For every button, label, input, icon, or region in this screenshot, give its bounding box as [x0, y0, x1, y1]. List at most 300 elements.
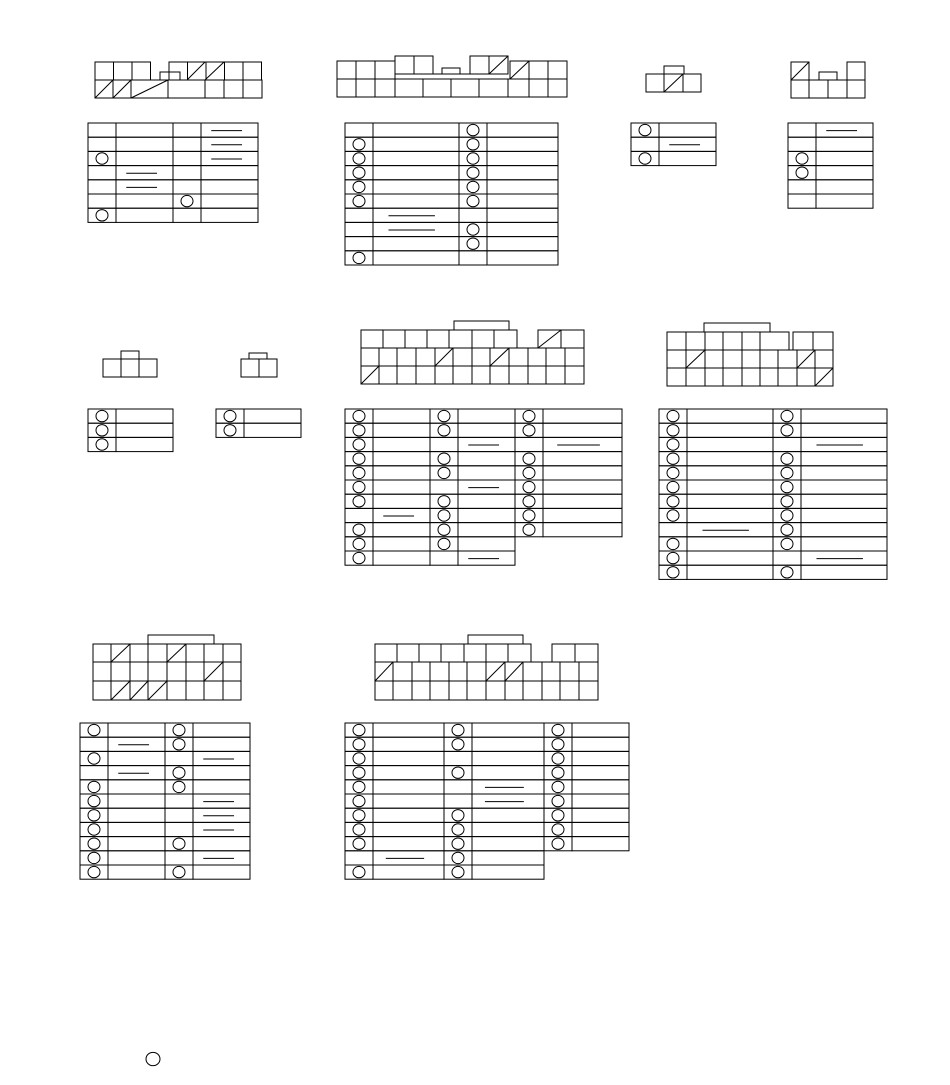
table-cell	[373, 737, 444, 751]
table-cell	[788, 151, 816, 165]
table-cell	[116, 123, 173, 137]
table-cell	[487, 222, 558, 236]
circle-icon	[467, 238, 479, 249]
table-cell	[108, 822, 165, 836]
table-cell	[373, 865, 444, 879]
table-cell	[373, 822, 444, 836]
table-cell	[459, 137, 487, 151]
table-cell	[788, 123, 816, 137]
table-cell	[458, 494, 515, 508]
table-cell	[430, 551, 458, 565]
latch	[249, 353, 267, 359]
circle-icon	[467, 167, 479, 178]
table-cell	[472, 808, 544, 822]
table-cell	[345, 409, 373, 423]
table-cell	[544, 794, 572, 808]
table-cell	[345, 222, 373, 236]
table-cell	[373, 208, 459, 222]
cell	[95, 62, 114, 80]
table-cell	[165, 723, 193, 737]
table-cell	[572, 794, 629, 808]
connector-face-c6	[241, 353, 277, 377]
circle-icon	[353, 139, 365, 150]
circle-icon	[353, 552, 365, 563]
table-cell	[773, 466, 801, 480]
table-cell	[572, 780, 629, 794]
circle-icon	[353, 496, 365, 507]
table-cell	[543, 523, 622, 537]
table-cell	[373, 409, 430, 423]
connector-face-c1	[95, 62, 262, 98]
table-cell	[373, 751, 444, 765]
table-cell	[801, 480, 887, 494]
table-cell	[244, 423, 301, 437]
table-cell	[444, 780, 472, 794]
table-cell	[373, 551, 430, 565]
circle-icon	[452, 824, 464, 835]
table-cell	[459, 166, 487, 180]
table-cell	[773, 480, 801, 494]
table-cell	[773, 494, 801, 508]
table-cell	[631, 123, 659, 137]
pin-table-c10	[345, 723, 629, 879]
table-cell	[788, 180, 816, 194]
table-cell	[345, 822, 373, 836]
table-cell	[458, 452, 515, 466]
table-cell	[345, 151, 373, 165]
table-cell	[773, 565, 801, 579]
table-cell	[345, 423, 373, 437]
table-cell	[687, 508, 773, 522]
table-cell	[544, 780, 572, 794]
table-cell	[801, 523, 887, 537]
circle-icon	[667, 410, 679, 421]
circle-icon	[467, 124, 479, 135]
table-cell	[173, 194, 201, 208]
diagonal-mark	[111, 644, 130, 662]
table-cell	[773, 437, 801, 451]
table-cell	[801, 494, 887, 508]
circle-icon	[88, 724, 100, 735]
pin-table-c9	[80, 723, 250, 879]
table-cell	[345, 237, 373, 251]
circle-icon	[552, 838, 564, 849]
table-cell	[80, 822, 108, 836]
table-cell	[487, 237, 558, 251]
table-cell	[659, 508, 687, 522]
table-cell	[345, 523, 373, 537]
table-cell	[345, 180, 373, 194]
circle-icon	[353, 781, 365, 792]
circle-icon	[353, 425, 365, 436]
table-cell	[373, 723, 444, 737]
table-cell	[373, 794, 444, 808]
circle-icon	[523, 410, 535, 421]
circle-icon	[353, 824, 365, 835]
table-cell	[487, 208, 558, 222]
table-cell	[165, 865, 193, 879]
table-cell	[373, 766, 444, 780]
table-cell	[773, 423, 801, 437]
circle-icon	[353, 524, 365, 535]
circle-icon	[438, 467, 450, 478]
table-cell	[515, 480, 543, 494]
circle-icon	[96, 410, 108, 421]
circle-icon	[781, 467, 793, 478]
table-cell	[88, 409, 116, 423]
table-cell	[572, 766, 629, 780]
table-cell	[173, 137, 201, 151]
table-cell	[373, 837, 444, 851]
diagonal-mark	[486, 662, 505, 681]
table-cell	[687, 452, 773, 466]
table-cell	[444, 837, 472, 851]
table-cell	[193, 766, 250, 780]
pin-table-c6	[216, 409, 301, 437]
circle-icon	[796, 167, 808, 178]
table-cell	[572, 837, 629, 851]
circle-icon	[639, 124, 651, 135]
table-cell	[444, 865, 472, 879]
table-cell	[108, 851, 165, 865]
circle-icon	[667, 467, 679, 478]
table-cell	[816, 166, 873, 180]
table-cell	[373, 180, 459, 194]
diagonal-mark	[113, 80, 131, 98]
table-cell	[687, 409, 773, 423]
table-cell	[345, 766, 373, 780]
table-cell	[515, 452, 543, 466]
diagonal-mark	[111, 681, 130, 700]
table-cell	[515, 508, 543, 522]
table-cell	[173, 151, 201, 165]
diagonal-mark	[815, 368, 833, 386]
circle-icon	[552, 767, 564, 778]
table-cell	[88, 194, 116, 208]
table-cell	[773, 409, 801, 423]
diagonal-mark	[664, 74, 683, 92]
circle-icon	[452, 724, 464, 735]
circle-icon	[353, 739, 365, 750]
table-cell	[165, 851, 193, 865]
circle-icon	[353, 153, 365, 164]
circle-icon	[452, 810, 464, 821]
circle-icon	[667, 481, 679, 492]
latch	[468, 635, 523, 644]
table-cell	[444, 723, 472, 737]
circle-icon	[523, 510, 535, 521]
table-cell	[444, 822, 472, 836]
table-cell	[487, 123, 558, 137]
table-cell	[472, 751, 544, 765]
circle-icon	[667, 538, 679, 549]
diagonal-mark	[510, 61, 529, 79]
table-cell	[193, 780, 250, 794]
circle-icon	[523, 467, 535, 478]
circle-icon	[523, 524, 535, 535]
table-cell	[801, 537, 887, 551]
table-cell	[108, 723, 165, 737]
circle-icon	[467, 139, 479, 150]
circle-icon	[438, 425, 450, 436]
latch	[148, 635, 214, 644]
table-cell	[345, 865, 373, 879]
table-cell	[515, 494, 543, 508]
table-cell	[459, 237, 487, 251]
table-cell	[659, 423, 687, 437]
table-cell	[572, 808, 629, 822]
latch	[160, 72, 180, 80]
table-cell	[687, 523, 773, 537]
table-cell	[345, 737, 373, 751]
table-cell	[373, 251, 459, 265]
circle-icon	[552, 753, 564, 764]
table-cell	[201, 180, 258, 194]
table-cell	[373, 523, 430, 537]
table-cell	[373, 466, 430, 480]
table-cell	[543, 423, 622, 437]
table-cell	[88, 437, 116, 451]
circle-icon	[523, 496, 535, 507]
table-cell	[515, 523, 543, 537]
table-cell	[108, 865, 165, 879]
circle-icon	[353, 753, 365, 764]
table-cell	[345, 723, 373, 737]
table-cell	[173, 208, 201, 222]
table-cell	[444, 766, 472, 780]
table-cell	[80, 737, 108, 751]
table-cell	[444, 808, 472, 822]
circle-icon	[181, 195, 193, 206]
table-cell	[201, 166, 258, 180]
table-cell	[687, 551, 773, 565]
circle-icon	[88, 866, 100, 877]
table-cell	[165, 822, 193, 836]
table-cell	[108, 794, 165, 808]
table-cell	[88, 166, 116, 180]
table-cell	[659, 437, 687, 451]
circle-icon	[88, 795, 100, 806]
circle-icon	[96, 210, 108, 221]
connector-face-c9	[93, 635, 241, 700]
table-cell	[345, 137, 373, 151]
table-cell	[472, 766, 544, 780]
table-cell	[788, 194, 816, 208]
circle-icon	[88, 824, 100, 835]
table-cell	[459, 222, 487, 236]
circle-icon	[96, 439, 108, 450]
pin-table-c2	[345, 123, 558, 265]
circle-icon	[173, 866, 185, 877]
table-cell	[543, 480, 622, 494]
table-cell	[659, 137, 716, 151]
table-cell	[572, 737, 629, 751]
table-cell	[659, 409, 687, 423]
table-cell	[572, 751, 629, 765]
table-cell	[430, 452, 458, 466]
table-cell	[458, 523, 515, 537]
cell	[95, 80, 262, 98]
circle-icon	[552, 739, 564, 750]
table-cell	[165, 808, 193, 822]
circle-icon	[667, 567, 679, 578]
circle-icon	[438, 510, 450, 521]
table-cell	[659, 551, 687, 565]
table-cell	[80, 865, 108, 879]
connector-face-c4	[791, 62, 865, 98]
table-cell	[459, 208, 487, 222]
table-cell	[801, 508, 887, 522]
table-cell	[659, 123, 716, 137]
table-cell	[544, 822, 572, 836]
table-cell	[631, 151, 659, 165]
table-cell	[216, 409, 244, 423]
table-cell	[687, 494, 773, 508]
table-cell	[345, 494, 373, 508]
table-cell	[430, 409, 458, 423]
circle-icon	[88, 753, 100, 764]
table-cell	[345, 251, 373, 265]
table-cell	[788, 166, 816, 180]
cell	[132, 62, 151, 80]
table-cell	[544, 766, 572, 780]
table-cell	[659, 452, 687, 466]
table-cell	[687, 466, 773, 480]
table-cell	[487, 166, 558, 180]
table-cell	[345, 437, 373, 451]
table-cell	[345, 123, 373, 137]
circle-icon	[353, 252, 365, 263]
table-cell	[80, 766, 108, 780]
cell	[337, 79, 567, 97]
circle-icon	[438, 524, 450, 535]
table-cell	[458, 409, 515, 423]
circle-icon	[467, 153, 479, 164]
circle-icon	[667, 439, 679, 450]
table-cell	[165, 837, 193, 851]
circle-icon	[353, 481, 365, 492]
table-cell	[459, 123, 487, 137]
table-cell	[458, 423, 515, 437]
circle-icon	[353, 453, 365, 464]
connector-face-c5	[103, 351, 157, 377]
latch	[442, 68, 460, 74]
table-cell	[430, 480, 458, 494]
latch	[664, 66, 684, 74]
connector-face-c8	[667, 323, 833, 386]
table-cell	[165, 794, 193, 808]
table-cell	[515, 466, 543, 480]
connector-tables	[80, 123, 887, 879]
table-cell	[472, 737, 544, 751]
pin-table-c3	[631, 123, 716, 166]
table-cell	[116, 194, 173, 208]
table-cell	[816, 194, 873, 208]
table-cell	[572, 822, 629, 836]
cell	[103, 359, 157, 377]
table-cell	[472, 723, 544, 737]
table-cell	[430, 423, 458, 437]
table-cell	[345, 194, 373, 208]
cell	[225, 62, 244, 80]
circle-icon	[438, 410, 450, 421]
table-cell	[444, 737, 472, 751]
legend	[146, 1052, 160, 1065]
table-cell	[116, 151, 173, 165]
circle-icon	[353, 167, 365, 178]
table-cell	[193, 737, 250, 751]
table-cell	[459, 151, 487, 165]
table-cell	[373, 151, 459, 165]
table-cell	[544, 837, 572, 851]
table-cell	[459, 194, 487, 208]
table-cell	[659, 523, 687, 537]
circle-icon	[781, 453, 793, 464]
table-cell	[430, 537, 458, 551]
table-cell	[816, 180, 873, 194]
table-cell	[659, 466, 687, 480]
circle-icon	[146, 1052, 160, 1065]
table-cell	[373, 452, 430, 466]
cell	[667, 332, 789, 350]
table-cell	[543, 466, 622, 480]
cell	[510, 61, 567, 79]
table-cell	[108, 780, 165, 794]
circle-icon	[88, 810, 100, 821]
table-cell	[193, 837, 250, 851]
connector-face-c7	[361, 321, 584, 384]
pin-table-c8	[659, 409, 887, 579]
table-cell	[430, 466, 458, 480]
table-cell	[801, 409, 887, 423]
table-cell	[373, 537, 430, 551]
table-cell	[659, 480, 687, 494]
table-cell	[487, 194, 558, 208]
circle-icon	[438, 538, 450, 549]
table-cell	[773, 537, 801, 551]
table-cell	[515, 423, 543, 437]
diagonal-mark	[130, 681, 148, 700]
table-cell	[801, 423, 887, 437]
circle-icon	[452, 866, 464, 877]
table-cell	[444, 794, 472, 808]
circle-icon	[353, 439, 365, 450]
table-cell	[430, 508, 458, 522]
table-cell	[373, 237, 459, 251]
table-cell	[373, 166, 459, 180]
table-cell	[345, 780, 373, 794]
table-cell	[659, 494, 687, 508]
circle-icon	[438, 496, 450, 507]
circle-icon	[353, 795, 365, 806]
circle-icon	[224, 410, 236, 421]
table-cell	[373, 123, 459, 137]
table-cell	[373, 423, 430, 437]
table-cell	[345, 466, 373, 480]
table-cell	[544, 723, 572, 737]
table-cell	[430, 494, 458, 508]
diagonal-mark	[361, 366, 379, 384]
table-cell	[80, 851, 108, 865]
diagonal-mark	[95, 80, 113, 98]
circle-icon	[781, 538, 793, 549]
table-cell	[459, 180, 487, 194]
circle-icon	[452, 852, 464, 863]
table-cell	[788, 137, 816, 151]
table-cell	[345, 208, 373, 222]
circle-icon	[667, 453, 679, 464]
circle-icon	[96, 425, 108, 436]
